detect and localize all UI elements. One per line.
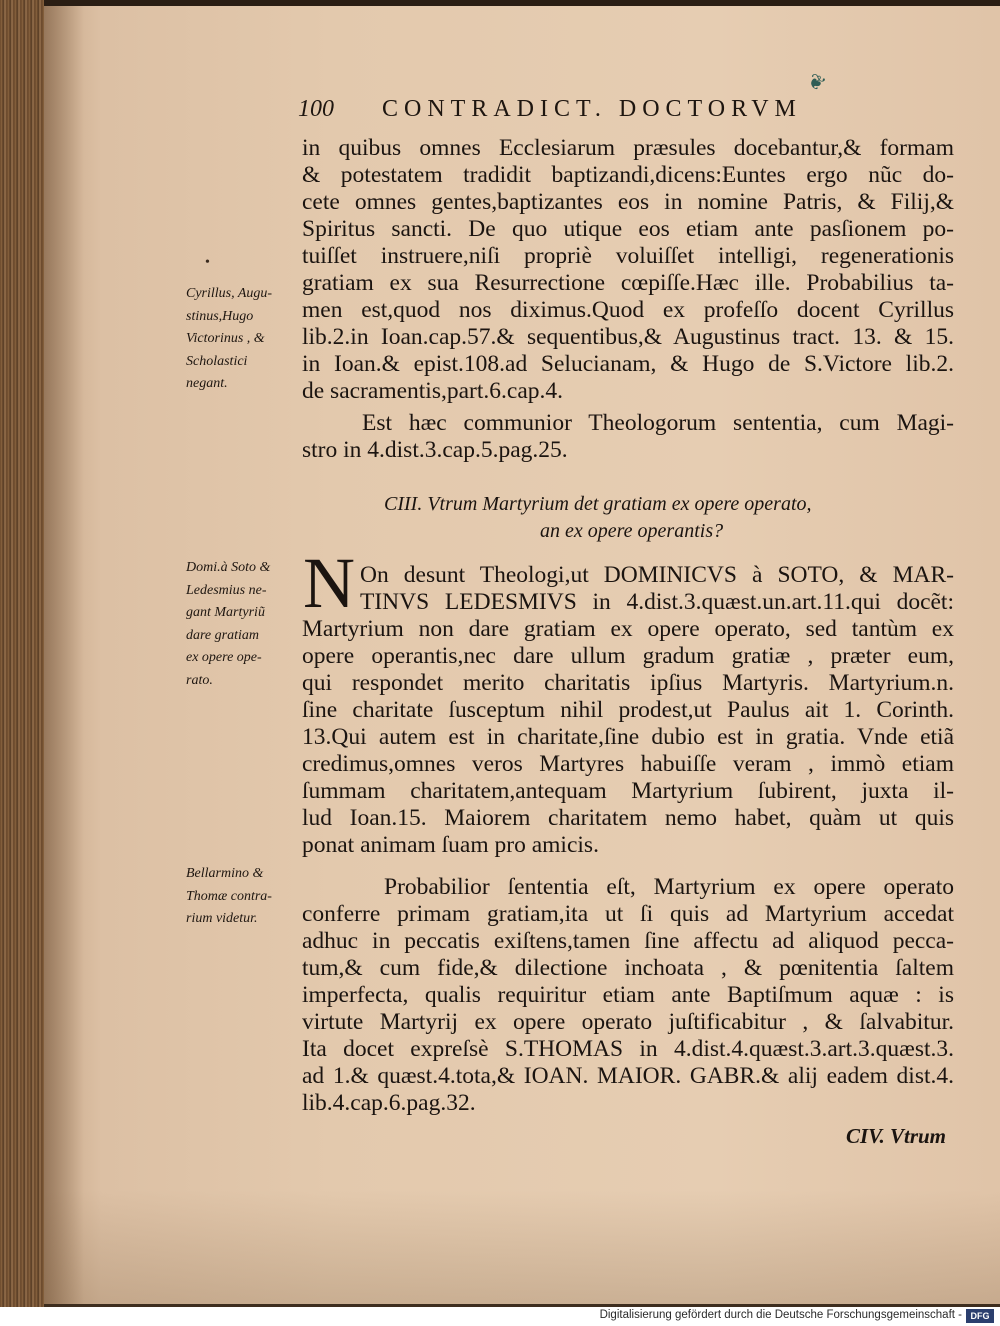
- margin-note-cyrillus: Cyrillus, Augu- stinus,Hugo Victorinus , & Scholastici negant.: [186, 286, 273, 391]
- text-line: lib.2.in Ioan.cap.57.& sequentibus,& Augustinus tract. 13. & 15.: [302, 324, 954, 350]
- margin-note-bellarmino: Bellarmino & Thomæ contra- rium videtur.: [186, 866, 272, 926]
- text-line: & potestatem tradidit baptizandi,dicens:Euntes ergo nũc do-: [302, 162, 954, 188]
- margin-dot-mark: •: [205, 255, 210, 270]
- running-title: CONTRADICT. DOCTORVM: [382, 96, 802, 122]
- text-line: ponat animam ſuam pro amicis.: [302, 832, 599, 858]
- section-heading-line2: an ex opere operantis?: [540, 520, 724, 542]
- fleuron-ornament-icon: ❦: [803, 69, 829, 97]
- text-line: qui respondet merito charitatis ipſius Martyris. Martyrium.n.: [302, 670, 954, 696]
- text-line: cete omnes gentes,baptizantes eos in nomine Patris, & Filij,&: [302, 189, 954, 215]
- text-line: tum,& cum fide,& dilectione inchoata , & pœnitentia ſaltem: [302, 955, 954, 981]
- text-line: ſummam charitatem,antequam Martyrium ſubirent, juxta il-: [302, 778, 954, 804]
- drop-cap-initial: N: [303, 543, 355, 623]
- text-line: men est,quod nos diximus.Quod ex profeſſo docent Cyrillus: [302, 297, 954, 323]
- text-line: Probabilior ſententia eſt, Martyrium ex opere operato: [384, 874, 954, 900]
- text-line: Martyrium non dare gratiam ex opere operato, sed tantùm ex: [302, 616, 954, 642]
- text-line: ſine charitate ſusceptum nihil prodest,ut Paulus ait 1. Corinth.: [302, 697, 954, 723]
- text-line: lud Ioan.15. Maiorem charitatem nemo habet, quàm ut quis: [302, 805, 954, 831]
- footer-credit: Digitalisierung gefördert durch die Deutsche Forschungsgemeinschaft -: [599, 1309, 962, 1321]
- text-line: in quibus omnes Ecclesiarum præsules docebantur,& formam: [302, 135, 954, 161]
- text-line: On desunt Theologi,ut DOMINICVS à SOTO, & MAR-: [360, 562, 954, 588]
- text-line: lib.4.cap.6.pag.32.: [302, 1090, 476, 1116]
- text-line: tuiſſet instruere,niſi propriè voluiſſet intelligi, regenerationis: [302, 243, 954, 269]
- dfg-logo-icon: DFG: [966, 1309, 994, 1323]
- text-line: stro in 4.dist.3.cap.5.pag.25.: [302, 437, 568, 463]
- page-header: [298, 96, 958, 130]
- text-line: de sacramentis,part.6.cap.4.: [302, 378, 564, 404]
- text-line: virtute Martyrij ex opere operato juſtificabitur , & ſalvabitur.: [302, 1009, 954, 1035]
- margin-note-soto: Domi.à Soto & Ledesmius ne- gant Martyriũ dare gratiam ex opere ope- rato.: [186, 560, 271, 688]
- text-line: TINVS LEDESMIVS in 4.dist.3.quæst.un.art.11.qui docẽt:: [360, 589, 954, 615]
- text-line: opere operantis,nec dare ullum gradum gratiæ , præter eum,: [302, 643, 954, 669]
- text-line: adhuc in peccatis exiſtens,tamen ſine affectu ad aliquod pecca-: [302, 928, 954, 954]
- gutter-shadow: [44, 6, 84, 1304]
- text-line: in Ioan.& epist.108.ad Selucianam, & Hugo de S.Victore lib.2.: [302, 351, 954, 377]
- catchword: CIV. Vtrum: [846, 1124, 947, 1148]
- page-bottom-shading: [44, 1190, 1000, 1307]
- book-page-edges: [0, 0, 44, 1307]
- text-line: Ita docet expreſsè S.THOMAS in 4.dist.4.quæst.3.art.3.quæst.3.: [302, 1036, 954, 1062]
- text-line: Spiritus sancti. De quo utique eos etiam ante pasſionem po-: [302, 216, 954, 242]
- text-line: ad 1.& quæst.4.tota,& IOAN. MAIOR. GABR.& alij eadem dist.4.: [302, 1063, 954, 1089]
- page-number: 100: [298, 96, 334, 122]
- text-line: conferre primam gratiam,ita ut ſi quis ad Martyrium accedat: [302, 901, 954, 927]
- text-line: gratiam ex sua Resurrectione cœpiſſe.Hæc ille. Probabilius ta-: [302, 270, 954, 296]
- text-line: Est hæc communior Theologorum sententia, cum Magi-: [362, 410, 954, 436]
- section-heading-line1: CIII. Vtrum Martyrium det gratiam ex opere operato,: [384, 493, 812, 515]
- text-line: imperfecta, qualis requiritur etiam ante Baptiſmum aquæ : is: [302, 982, 954, 1008]
- text-line: 13.Qui autem est in charitate,ſine dubio est in gratia. Vnde etiã: [302, 724, 954, 750]
- text-line: credimus,omnes veros Martyres habuiſſe veram , immò etiam: [302, 751, 954, 777]
